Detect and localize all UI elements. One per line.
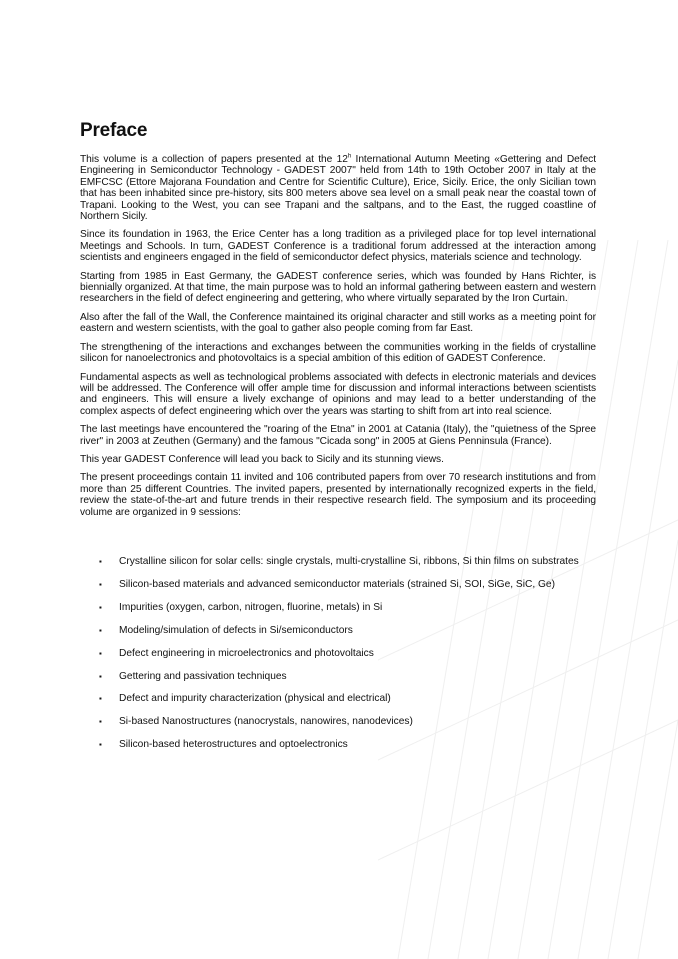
paragraph-erice-center: Since its foundation in 1963, the Erice Center has a long tradition as a privileged place for top level international Meetings and Schools. In turn, GADEST Conference is a traditional forum addressed at the interaction among scientists and engineers engaged in the field of semiconductor defect physics, materials science and technology. bbox=[80, 229, 596, 264]
session-label: Modeling/simulation of defects in Si/semiconductors bbox=[119, 624, 353, 636]
bullet-marker: ▪ bbox=[99, 579, 102, 589]
session-label: Si-based Nanostructures (nanocrystals, nanowires, nanodevices) bbox=[119, 716, 413, 728]
session-label: Gettering and passivation techniques bbox=[119, 670, 287, 682]
paragraph-proceedings: The present proceedings contain 11 invited and 106 contributed papers from over 70 research institutions and from more than 25 different Countries. The invited papers, presented by internationally recognized experts in the field, review the state-of-the-art and future trends in their respective research field. The symposium and its proceeding volume are organized in 9 sessions: bbox=[80, 472, 596, 518]
bullet-marker: ▪ bbox=[99, 556, 102, 566]
ordinal-suffix: h bbox=[347, 153, 352, 160]
bullet-marker: ▪ bbox=[99, 671, 102, 681]
bullet-marker: ▪ bbox=[99, 625, 102, 635]
bullet-marker: ▪ bbox=[99, 694, 102, 704]
paragraph-last-meetings: The last meetings have encountered the "roaring of the Etna" in 2001 at Catania (Italy), the "quietness of the Spree river" in 2003 at Zeuthen (Germany) and the famous "Cicada song" in 2005 at Giens Penninsula (France). bbox=[80, 424, 596, 447]
paragraph-after-wall: Also after the fall of the Wall, the Conference maintained its original character and still works as a meeting point for eastern and western scientists, with the goal to gather also people coming from far East. bbox=[80, 311, 596, 335]
session-label: Crystalline silicon for solar cells: single crystals, multi-crystalline Si, ribbons, Si thin films on substrates bbox=[119, 555, 579, 567]
list-item bbox=[80, 556, 596, 567]
list-item bbox=[80, 625, 596, 636]
paragraph-intro-rest: International Autumn Meeting «Gettering and Defect Engineering in Semiconductor Technology - GADEST 2007" held from 14th to 19th October 2007 in Italy at the EMFCSC (Ettore Majorana Foundation and Centre for Scientific Culture), Erice, Sicily. Erice, the only Sicilian town that has been inhabited since pre-history, sits 800 meters above sea level on a small peak near the coastal town of Trapani. Looking to the West, you can see Trapani and the saltpans, and to the East, the rugged coastline of Northern Sicily. bbox=[80, 154, 597, 223]
session-label: Silicon-based materials and advanced semiconductor materials (strained Si, SOI, SiGe, SiC, Ge) bbox=[119, 578, 555, 590]
bullet-marker: ▪ bbox=[99, 717, 102, 727]
preface-content bbox=[80, 118, 596, 762]
bullet-marker: ▪ bbox=[99, 648, 102, 658]
list-item bbox=[80, 671, 596, 682]
session-label: Impurities (oxygen, carbon, nitrogen, fluorine, metals) in Si bbox=[119, 601, 383, 613]
bullet-marker: ▪ bbox=[99, 740, 102, 750]
list-item bbox=[80, 648, 596, 659]
session-label: Defect and impurity characterization (physical and electrical) bbox=[119, 693, 391, 705]
paragraph-ambition: The strengthening of the interactions and exchanges between the communities working in the fields of crystalline silicon for nanoelectronics and photovoltaics is a special ambition of this edition of GADEST Conference. bbox=[80, 341, 596, 365]
session-label: Defect engineering in microelectronics and photovoltaics bbox=[119, 647, 374, 659]
list-item bbox=[80, 579, 596, 590]
paragraph-aspects: Fundamental aspects as well as technological problems associated with defects in electronic materials and devices will be addressed. The Conference will offer ample time for discussion and informal interactions between scientists and engineers. This will ensure a lively exchange of opinions and may lead to a better understanding of the complex aspects of defect engineering which over the years was starting to shift from art into real science. bbox=[80, 371, 596, 417]
paragraph-history: Starting from 1985 in East Germany, the GADEST conference series, which was founded by Hans Richter, is biennially organized. At that time, the main purpose was to hold an informal gathering between eastern and western researchers in the field of defect engineering and gettering, who where virtually separated by the Iron Curtain. bbox=[80, 270, 596, 305]
bullet-marker: ▪ bbox=[99, 602, 102, 612]
list-item bbox=[80, 716, 596, 727]
paragraph-intro bbox=[80, 154, 596, 222]
paragraph-intro-start: This volume is a collection of papers presented at the 12 bbox=[80, 154, 348, 165]
list-item bbox=[80, 602, 596, 613]
list-item bbox=[80, 693, 596, 704]
list-item bbox=[80, 739, 596, 750]
paragraph-this-year: This year GADEST Conference will lead you back to Sicily and its stunning views. bbox=[80, 453, 444, 465]
page-title: Preface bbox=[80, 120, 148, 141]
session-label: Silicon-based heterostructures and optoelectronics bbox=[119, 739, 348, 751]
session-list bbox=[80, 556, 596, 751]
